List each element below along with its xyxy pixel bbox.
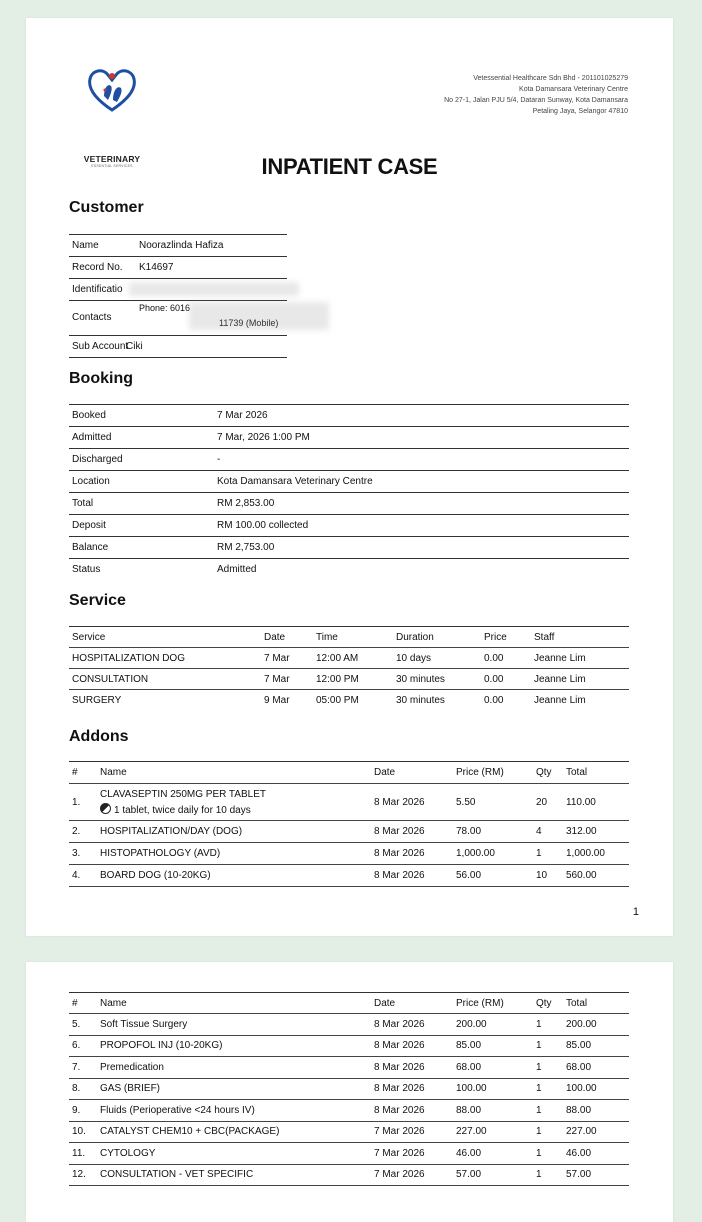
booking-label: Booked [72,410,106,421]
addon-price: 227.00 [453,1121,533,1143]
customer-table [69,234,287,358]
booking-row [69,493,629,515]
addon-name: Fluids (Perioperative <24 hours IV) [97,1100,371,1122]
addon-date: 7 Mar 2026 [371,1121,453,1143]
addon-total: 57.00 [563,1164,629,1186]
addon-name: GAS (BRIEF) [97,1078,371,1100]
table-row [69,784,629,821]
table-row [69,648,629,669]
redacted-block [129,282,299,296]
addon-qty: 1 [533,1014,563,1036]
table-row [69,1164,629,1186]
customer-value: K14697 [139,262,174,273]
column-header: Qty [533,762,563,784]
addons-table-continued [69,992,629,1186]
table-row [69,843,629,865]
column-header: Total [563,762,629,784]
addon-number: 2. [69,821,97,843]
column-header: Service [69,627,261,648]
addon-note-text: 1 tablet, twice daily for 10 days [114,804,251,816]
addon-qty: 4 [533,821,563,843]
table-row [69,690,629,711]
column-header: Time [313,627,393,648]
booking-value: - [217,454,221,465]
column-header: # [69,762,97,784]
service-date: 7 Mar [261,648,313,669]
booking-label: Discharged [72,454,123,465]
customer-row-subaccount [69,336,287,358]
addon-date: 8 Mar 2026 [371,843,453,865]
addon-price: 57.00 [453,1164,533,1186]
table-row [69,1078,629,1100]
page-number: 1 [632,906,639,918]
addon-date: 8 Mar 2026 [371,1057,453,1079]
addon-name: CYTOLOGY [97,1143,371,1165]
addon-date: 8 Mar 2026 [371,865,453,887]
booking-value: 7 Mar 2026 [217,410,268,421]
booking-row [69,537,629,559]
customer-heading: Customer [69,199,144,216]
service-duration: 10 days [393,648,481,669]
addon-price: 1,000.00 [453,843,533,865]
service-staff: Jeanne Lim [534,694,586,706]
booking-value: Admitted [217,564,257,575]
service-name: CONSULTATION [69,669,261,690]
service-price: 0.00 [481,648,531,669]
addon-number: 6. [69,1035,97,1057]
column-header: Total [563,993,629,1014]
addon-total: 1,000.00 [563,843,629,865]
booking-label: Status [72,564,101,575]
booking-row [69,427,629,449]
addon-date: 8 Mar 2026 [371,1014,453,1036]
addon-number: 12. [69,1164,97,1186]
customer-label: Sub Account [72,341,129,352]
company-street: No 27-1, Jalan PJU 5/4, Dataran Sunway, Kota Damansara [444,97,628,104]
addon-qty: 1 [533,843,563,865]
addon-qty: 1 [533,1143,563,1165]
customer-row-name [69,235,287,257]
addon-total: 88.00 [563,1100,629,1122]
customer-value: Ciki [126,341,143,352]
addon-date: 8 Mar 2026 [371,821,453,843]
addon-total: 227.00 [563,1121,629,1143]
column-header: Date [371,993,453,1014]
clinic-logo [72,66,152,168]
company-address [444,73,628,117]
addon-name: CLAVASEPTIN 250MG PER TABLET [100,788,266,800]
table-row [69,821,629,843]
customer-phone-suffix: 11739 (Mobile) [219,318,279,328]
booking-row [69,471,629,493]
company-name: Vetessential Healthcare Sdn Bhd - 201101025279 [473,75,628,82]
table-row [69,1014,629,1036]
addon-total: 560.00 [563,865,629,887]
service-duration: 30 minutes [396,694,445,706]
addon-price: 5.50 [453,784,533,821]
column-header: Duration [393,627,481,648]
addon-total: 312.00 [563,821,629,843]
column-header: Price [481,627,531,648]
addon-number: 5. [69,1014,97,1036]
booking-value: RM 100.00 collected [217,520,309,531]
table-row [69,1100,629,1122]
service-time: 05:00 PM [316,694,359,706]
addon-name: Premedication [97,1057,371,1079]
addon-number: 7. [69,1057,97,1079]
service-heading: Service [69,592,126,609]
customer-row-identification [69,279,287,301]
service-price: 0.00 [484,694,504,706]
addons-heading: Addons [69,728,129,745]
addons-table [69,761,629,887]
addon-qty: 10 [533,865,563,887]
addon-number: 3. [69,843,97,865]
addon-price: 68.00 [453,1057,533,1079]
column-header: Name [97,993,371,1014]
column-header: Date [261,627,313,648]
addon-number: 10. [69,1121,97,1143]
table-row [69,1121,629,1143]
addon-date: 8 Mar 2026 [371,784,453,821]
service-staff: Jeanne Lim [531,648,629,669]
column-header: Staff [531,627,629,648]
addon-total: 200.00 [563,1014,629,1036]
heart-paw-icon [86,66,138,114]
customer-label: Record No. [72,262,123,273]
addons-header-row [69,762,629,784]
table-row [69,1057,629,1079]
booking-row [69,405,629,427]
addon-total: 110.00 [563,784,629,821]
service-price: 0.00 [481,669,531,690]
addon-price: 78.00 [453,821,533,843]
redacted-block [189,302,329,330]
booking-label: Admitted [72,432,112,443]
addon-name: HISTOPATHOLOGY (AVD) [97,843,371,865]
booking-label: Location [72,476,110,487]
service-date: 9 Mar [264,694,290,706]
booking-label: Deposit [72,520,106,531]
company-city: Petaling Jaya, Selangor 47810 [532,108,628,115]
addon-total: 85.00 [563,1035,629,1057]
booking-row [69,515,629,537]
addon-number: 1. [69,784,97,821]
booking-label: Balance [72,542,109,553]
addon-qty: 1 [533,1035,563,1057]
addon-price: 85.00 [453,1035,533,1057]
pill-icon [100,803,111,814]
service-header-row [69,627,629,648]
addon-qty: 20 [533,784,563,821]
column-header: Name [97,762,371,784]
addon-price: 46.00 [453,1143,533,1165]
addon-price: 100.00 [453,1078,533,1100]
addon-number: 8. [69,1078,97,1100]
addon-qty: 1 [533,1121,563,1143]
booking-value: 7 Mar, 2026 1:00 PM [217,432,310,443]
service-time: 12:00 PM [313,669,393,690]
booking-table [69,404,629,580]
addon-date: 7 Mar 2026 [371,1164,453,1186]
service-table [69,626,629,711]
column-header: Qty [533,993,563,1014]
addon-number: 9. [69,1100,97,1122]
addon-total: 100.00 [563,1078,629,1100]
customer-value: Noorazlinda Hafiza [139,240,224,251]
service-date: 7 Mar [261,669,313,690]
customer-label: Contacts [72,312,112,323]
addon-price: 88.00 [453,1100,533,1122]
logo-word: VETERINARY [83,154,141,164]
addon-name: Soft Tissue Surgery [97,1014,371,1036]
document-title: INPATIENT CASE [261,154,438,179]
service-name: SURGERY [72,694,122,706]
addon-note [100,802,368,816]
addon-price: 56.00 [453,865,533,887]
addons-header-row [69,993,629,1014]
column-header: Price (RM) [453,762,533,784]
addon-date: 8 Mar 2026 [371,1035,453,1057]
company-branch: Kota Damansara Veterinary Centre [519,86,628,93]
customer-label: Identificatio [72,284,123,295]
addon-price: 200.00 [453,1014,533,1036]
table-row [69,865,629,887]
booking-row [69,449,629,471]
booking-value: Kota Damansara Veterinary Centre [217,476,373,487]
addon-name: PROPOFOL INJ (10-20KG) [97,1035,371,1057]
customer-row-record [69,257,287,279]
addon-qty: 1 [533,1078,563,1100]
table-row [69,1143,629,1165]
logo-subtitle: ESSENTIAL SERVICES [91,164,133,168]
service-staff: Jeanne Lim [531,669,629,690]
document-page-2 [26,962,673,1222]
customer-phone: Phone: 6016 [139,303,191,313]
customer-label: Name [72,240,99,251]
booking-row [69,559,629,580]
table-row [69,669,629,690]
addon-name: BOARD DOG (10-20KG) [97,865,371,887]
addon-date: 7 Mar 2026 [371,1143,453,1165]
document-page-1 [26,18,673,936]
service-name: HOSPITALIZATION DOG [69,648,261,669]
addon-name: CATALYST CHEM10 + CBC(PACKAGE) [97,1121,371,1143]
service-duration: 30 minutes [393,669,481,690]
column-header: # [69,993,97,1014]
addon-number: 4. [69,865,97,887]
table-row [69,1035,629,1057]
booking-value: RM 2,853.00 [217,498,275,509]
addon-date: 8 Mar 2026 [371,1100,453,1122]
booking-label: Total [72,498,94,509]
column-header: Date [371,762,453,784]
addon-name: CONSULTATION - VET SPECIFIC [97,1164,371,1186]
addon-name-cell [97,784,371,821]
addon-date: 8 Mar 2026 [371,1078,453,1100]
addon-qty: 1 [533,1100,563,1122]
customer-row-contacts [69,301,287,336]
column-header: Price (RM) [453,993,533,1014]
addon-qty: 1 [533,1164,563,1186]
addon-name: HOSPITALIZATION/DAY (DOG) [97,821,371,843]
booking-heading: Booking [69,370,133,387]
addon-total: 68.00 [563,1057,629,1079]
addon-number: 11. [69,1143,97,1165]
service-time: 12:00 AM [313,648,393,669]
booking-value: RM 2,753.00 [217,542,275,553]
addon-total: 46.00 [563,1143,629,1165]
addon-qty: 1 [533,1057,563,1079]
